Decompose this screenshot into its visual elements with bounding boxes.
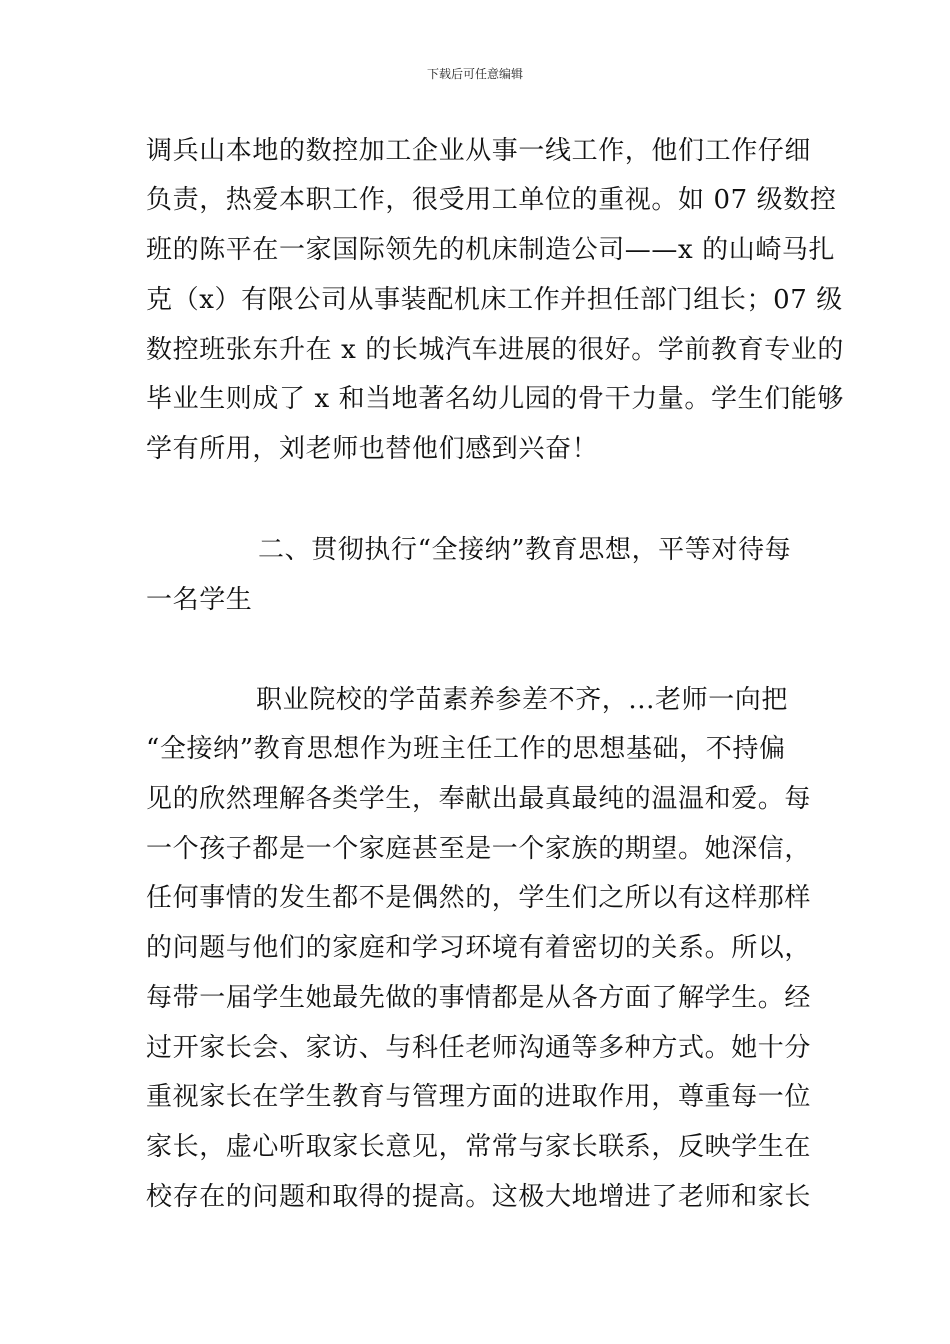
text-line: 任何事情的发生都不是偶然的，学生们之所以有这样那样 xyxy=(146,883,812,913)
heading-line: 二、贯彻执行“全接纳”教育思想，平等对待每 xyxy=(258,535,792,565)
text-line: 一个孩子都是一个家庭甚至是一个家族的期望。她深信， xyxy=(146,834,812,864)
page-header: 下载后可任意编辑 xyxy=(426,67,523,81)
text-line: 家长，虚心听取家长意见，常常与家长联系，反映学生在 xyxy=(146,1132,812,1162)
text-line: 学有所用，刘老师也替他们感到兴奋！ xyxy=(146,434,599,464)
text-line: 克（x）有限公司从事装配机床工作并担任部门组长；07 级 xyxy=(146,285,843,315)
text-line: 重视家长在学生教育与管理方面的进取作用，尊重每一位 xyxy=(146,1082,812,1112)
text-line: 校存在的问题和取得的提高。这极大地增进了老师和家长 xyxy=(146,1182,812,1212)
text-line: 数控班张东升在 x 的长城汽车进展的很好。学前教育专业的 xyxy=(146,335,844,365)
text-line: “全接纳”教育思想作为班主任工作的思想基础，不持偏 xyxy=(146,734,786,764)
text-line: 毕业生则成了 x 和当地著名幼儿园的骨干力量。学生们能够 xyxy=(146,384,844,414)
text-line: 每带一届学生她最先做的事情都是从各方面了解学生。经 xyxy=(146,983,812,1013)
text-line: 负责，热爱本职工作，很受用工单位的重视。如 07 级数控 xyxy=(146,185,837,215)
text-line: 过开家长会、家访、与科任老师沟通等多种方式。她十分 xyxy=(146,1033,812,1063)
text-line: 班的陈平在一家国际领先的机床制造公司——x 的山崎马扎 xyxy=(146,235,836,265)
text-line: 见的欣然理解各类学生，奉献出最真最纯的温温和爱。每 xyxy=(146,784,812,814)
text-line: 的问题与他们的家庭和学习环境有着密切的关系。所以， xyxy=(146,933,812,963)
text-line: 调兵山本地的数控加工企业从事一线工作，他们工作仔细 xyxy=(146,136,812,166)
heading-line: 一名学生 xyxy=(146,585,253,615)
text-line: 职业院校的学苗素养参差不齐，...老师一向把 xyxy=(256,685,788,715)
